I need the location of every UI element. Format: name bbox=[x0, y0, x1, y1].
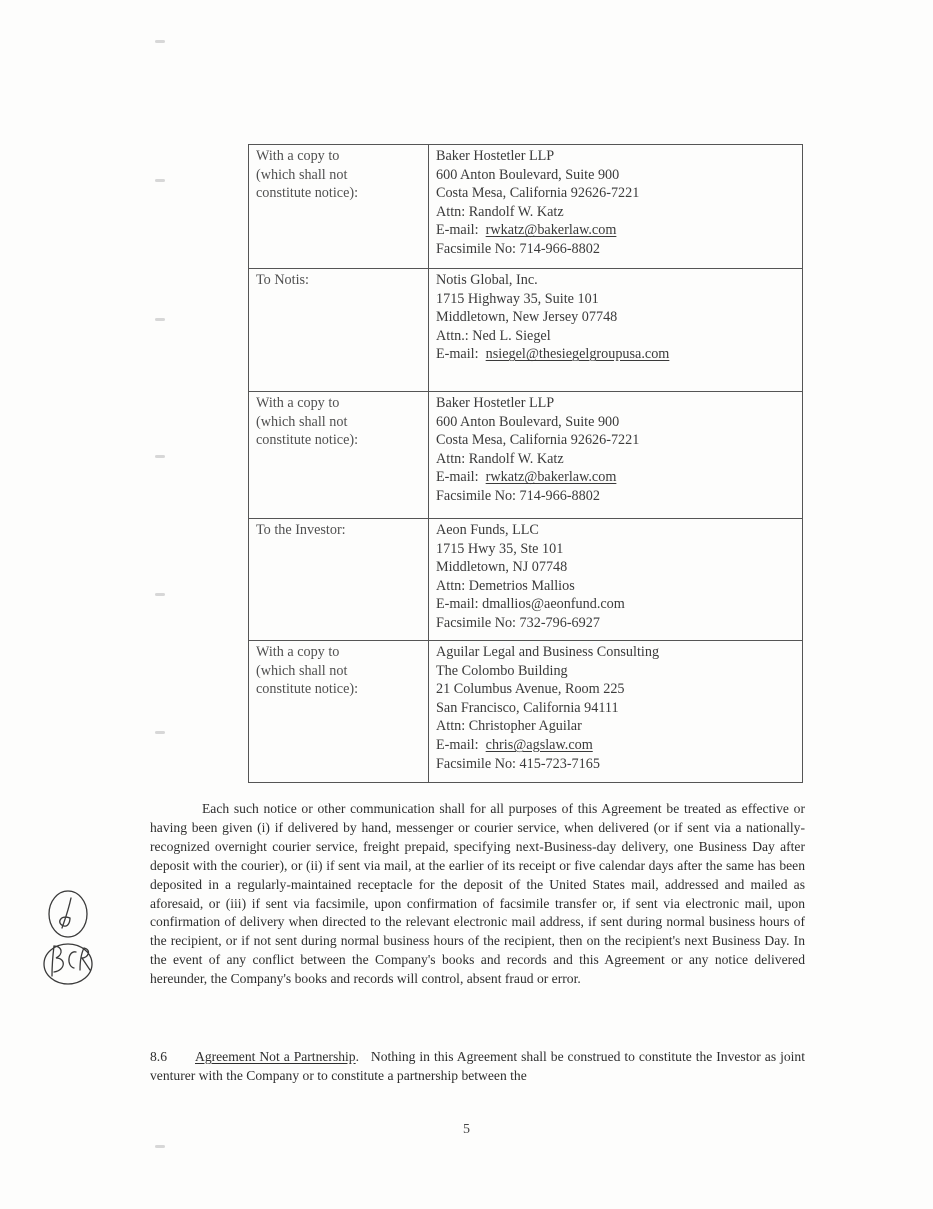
notice-party-cell bbox=[249, 269, 429, 392]
page-number: 5 bbox=[463, 1122, 470, 1137]
address-line: Aguilar Legal and Business Consulting bbox=[436, 644, 660, 660]
handwritten-initials bbox=[38, 884, 98, 994]
party-line: With a copy to bbox=[256, 395, 340, 411]
address-line: 21 Columbus Avenue, Room 225 bbox=[436, 681, 625, 698]
notice-party-cell bbox=[249, 519, 429, 641]
notice-address-cell bbox=[429, 145, 803, 269]
address-line: Attn: Randolf W. Katz bbox=[436, 450, 564, 467]
scan-speck bbox=[155, 318, 165, 321]
party-line: To Notis: bbox=[256, 272, 310, 288]
email-link[interactable]: rwkatz@bakerlaw.com bbox=[485, 222, 617, 239]
address-line: 600 Anton Boulevard, Suite 900 bbox=[436, 413, 620, 430]
party-line: (which shall not bbox=[256, 166, 348, 183]
scan-speck bbox=[155, 179, 165, 182]
scan-speck bbox=[155, 731, 165, 734]
email-label: E-mail: bbox=[436, 346, 479, 363]
fax-line: Facsimile No: 714-966-8802 bbox=[436, 240, 600, 257]
notice-address-cell bbox=[429, 392, 803, 519]
address-line: Costa Mesa, California 92626-7221 bbox=[436, 432, 640, 449]
party-line: constitute notice): bbox=[256, 185, 359, 202]
party-line: (which shall not bbox=[256, 662, 348, 679]
email-line bbox=[436, 736, 796, 755]
party-line: With a copy to bbox=[256, 644, 340, 660]
email-line bbox=[436, 221, 796, 240]
party-line: constitute notice): bbox=[256, 681, 359, 698]
section-heading: Agreement Not a Partnership bbox=[195, 1049, 356, 1064]
address-line: Middletown, NJ 07748 bbox=[436, 559, 568, 576]
email-link[interactable]: nsiegel@thesiegelgroupusa.com bbox=[485, 346, 670, 363]
scan-speck bbox=[155, 455, 165, 458]
address-line: Attn: Demetrios Mallios bbox=[436, 577, 575, 594]
notice-party-cell bbox=[249, 145, 429, 269]
party-line: To the Investor: bbox=[256, 522, 346, 538]
address-line: Attn: Randolf W. Katz bbox=[436, 203, 564, 220]
scan-speck bbox=[155, 40, 165, 43]
initials-mark-d bbox=[60, 898, 71, 928]
notice-party-cell bbox=[249, 641, 429, 783]
email-line bbox=[436, 468, 796, 487]
initials-mark-bcr bbox=[52, 946, 90, 976]
email-label: E-mail: bbox=[436, 469, 479, 486]
fax-line: Facsimile No: 732-796-6927 bbox=[436, 614, 600, 631]
party-line: With a copy to bbox=[256, 148, 340, 164]
address-line: Attn: Christopher Aguilar bbox=[436, 718, 582, 735]
email-line bbox=[436, 345, 796, 364]
email-label: E-mail: bbox=[436, 736, 479, 753]
address-line: The Colombo Building bbox=[436, 662, 568, 679]
notice-address-table bbox=[248, 144, 803, 783]
notice-effectiveness-paragraph: Each such notice or other communication shall for all purposes of this Agreement be treated as effective or having been given (i) if delivered by hand, messenger or courier service, when delivered (or if sent via a nationally-recognized overnight courier service, freight prepaid, specifying next-Business-day delivery, one Business Day after deposit with the courier), or (ii) if sent via mail, at the earlier of its receipt or five calendar days after the same has been deposited in a regularly-maintained receptacle for the deposit of the United States mail, addressed and mailed as aforesaid, or (iii) if sent via facsimile, upon confirmation of facsimile transfer or, if sent via electronic mail, upon confirmation of delivery when directed to the relevant electronic mail address, if sent during normal business hours of the recipient, or if not sent during normal business hours of the recipient, then on the recipient's next Business Day. In the event of any conflict between the Company's books and records and this Agreement or any notice delivered hereunder, the Company's books and records will control, absent fraud or error. bbox=[150, 801, 805, 987]
scan-speck bbox=[155, 1145, 165, 1148]
address-line: 600 Anton Boulevard, Suite 900 bbox=[436, 166, 620, 183]
email-link[interactable]: chris@agslaw.com bbox=[485, 736, 593, 753]
notice-row bbox=[249, 519, 803, 641]
notice-row bbox=[249, 269, 803, 392]
party-line: (which shall not bbox=[256, 413, 348, 430]
party-line: constitute notice): bbox=[256, 432, 359, 449]
address-line: Costa Mesa, California 92626-7221 bbox=[436, 185, 640, 202]
address-line: Aeon Funds, LLC bbox=[436, 522, 539, 538]
notice-address-cell bbox=[429, 519, 803, 641]
fax-line: Facsimile No: 415-723-7165 bbox=[436, 755, 600, 772]
notice-address-cell bbox=[429, 269, 803, 392]
address-line: Baker Hostetler LLP bbox=[436, 395, 555, 411]
address-line: Notis Global, Inc. bbox=[436, 272, 538, 288]
email-label: E-mail: bbox=[436, 222, 479, 239]
notice-row bbox=[249, 392, 803, 519]
address-line: 1715 Hwy 35, Ste 101 bbox=[436, 540, 564, 557]
section-8-6-paragraph: 8.6 Agreement Not a Partnership. Nothing in this Agreement shall be construed to constitute the Investor as joint venturer with the Company or to constitute a partnership between the bbox=[150, 1049, 805, 1083]
address-line: Middletown, New Jersey 07748 bbox=[436, 309, 618, 326]
address-line: 1715 Highway 35, Suite 101 bbox=[436, 290, 599, 307]
email-line: E-mail: dmallios@aeonfund.com bbox=[436, 596, 625, 613]
scan-speck bbox=[155, 593, 165, 596]
address-line: Attn.: Ned L. Siegel bbox=[436, 327, 551, 344]
notice-row bbox=[249, 145, 803, 269]
email-link[interactable]: rwkatz@bakerlaw.com bbox=[485, 469, 617, 486]
fax-line: Facsimile No: 714-966-8802 bbox=[436, 487, 600, 504]
initials-circle-top bbox=[49, 891, 87, 937]
address-line: San Francisco, California 94111 bbox=[436, 699, 619, 716]
section-text: Nothing in this Agreement shall be construed to constitute the Investor as joint venturer with the Company or to constitute a partnership between the bbox=[150, 1049, 805, 1083]
address-line: Baker Hostetler LLP bbox=[436, 148, 555, 164]
notice-party-cell bbox=[249, 392, 429, 519]
notice-row bbox=[249, 641, 803, 783]
initials-circle-bottom bbox=[44, 944, 92, 984]
notice-address-cell bbox=[429, 641, 803, 783]
section-number: 8.6 bbox=[150, 1049, 167, 1064]
